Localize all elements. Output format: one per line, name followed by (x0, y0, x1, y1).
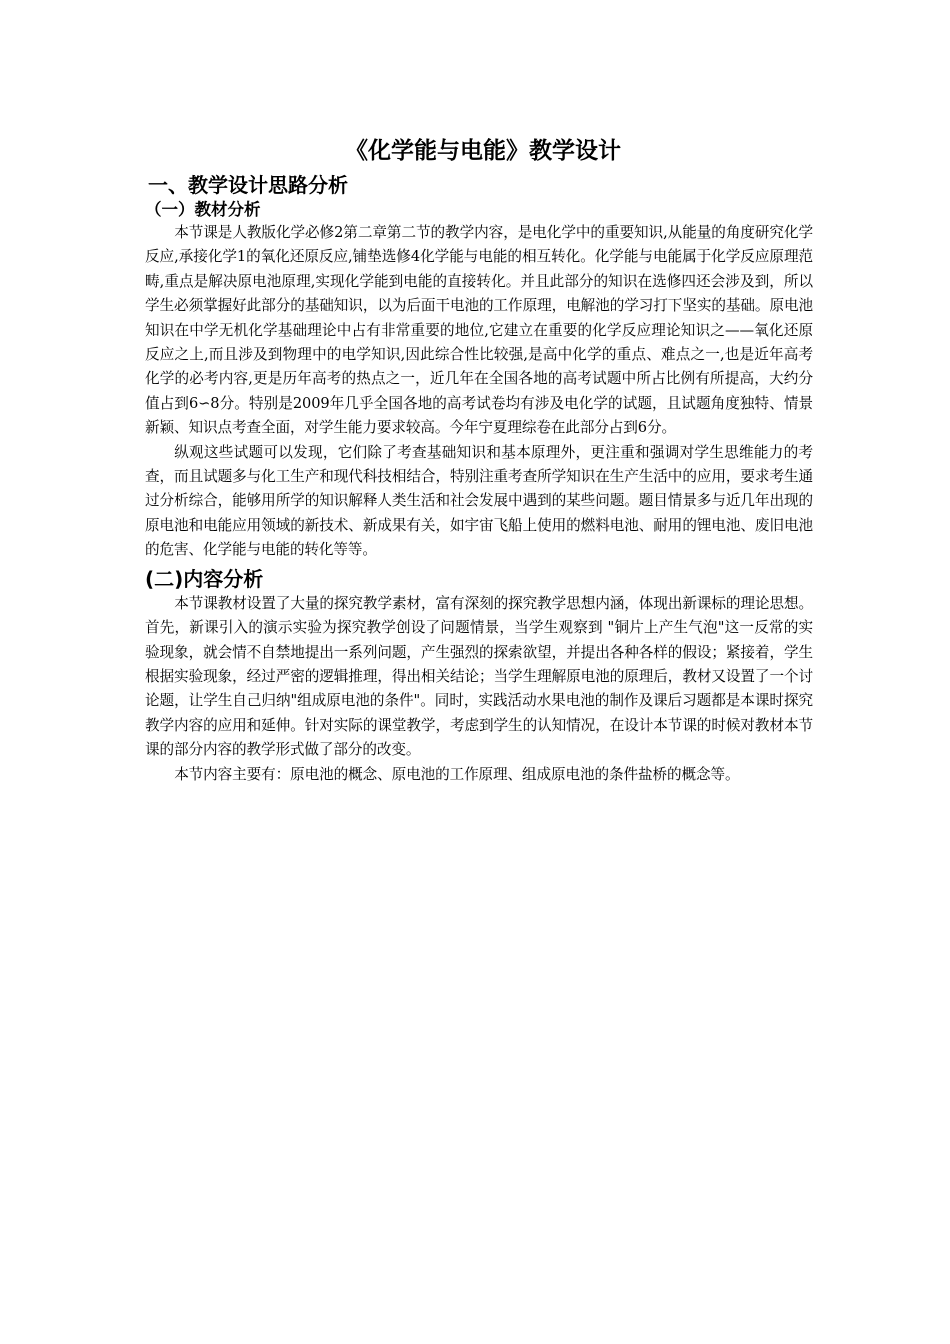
document-title: 《化学能与电能》教学设计 (345, 138, 621, 164)
paragraph-textbook-analysis-2: 纵观这些试题可以发现，它们除了考查基础知识和基本原理外，更注重和强调对学生思维能力的考查，而且试题多与化工生产和现代科技相结合，特别注重考查所学知识在生产生活中的应用，要求考生通过分析综合，能够用所学的知识解释人类生活和社会发展中遇到的某些问题。题目情景多与近几年出现的原电池和电能应用领域的新技术、新成果有关，如宇宙飞船上使用的燃料电池、耐用的锂电池、废旧电池的危害、化学能与电能的转化等等。 (145, 443, 813, 559)
paragraph-textbook-analysis-1: 本节课是人教版化学必修2第二章第二节的教学内容，是电化学中的重要知识,从能量的角度研究化学反应,承接化学1的氧化还原反应,铺垫选修4化学能与电能的相互转化。化学能与电能属于化学反应原理范畴,重点是解决原电池原理,实现化学能到电能的直接转化。并且此部分的知识在选修四还会涉及到，所以学生必须掌握好此部分的基础知识，以为后面干电池的工作原理，电解池的学习打下坚实的基础。原电池知识在中学无机化学基础理论中占有非常重要的地位,它建立在重要的化学反应理论知识之——氧化还原反应之上,而且涉及到物理中的电学知识,因此综合性比较强,是高中化学的重点、难点之一,也是近年高考化学的必考内容,更是历年高考的热点之一，近几年在全国各地的高考试题中所占比例有所提高，大约分值占到6∽8分。特别是2009年几乎全国各地的高考试卷均有涉及电化学的试题，且试题角度独特、情景新颖、知识点考查全面，对学生能力要求较高。今年宁夏理综卷在此部分占到6分。 (145, 224, 813, 437)
paragraph-content-analysis-1: 本节课教材设置了大量的探究教学素材，富有深刻的探究教学思想内涵，体现出新课标的理论思想。首先，新课引入的演示实验为探究教学创设了问题情景，当学生观察到 "铜片上产生气泡"这一反常的实验现象，就会情不自禁地提出一系列问题，产生强烈的探索欲望，并提出各种各样的假设；紧接着，学生根据实验现象，经过严密的逻辑推理，得出相关结论；当学生理解原电池的原理后，教材又设置了一个讨论题，让学生自己归纳"组成原电池的条件"。同时，实践活动水果电池的制作及课后习题都是本课时探究教学内容的应用和延伸。针对实际的课堂教学，考虑到学生的认知情况，在设计本节课的时候对教材本节课的部分内容的教学形式做了部分的改变。 (145, 594, 813, 759)
paragraph-content-analysis-2: 本节内容主要有：原电池的概念、原电池的工作原理、组成原电池的条件盐桥的概念等。 (174, 765, 740, 783)
subsection-heading-textbook-analysis: （一）教材分析 (145, 200, 261, 219)
document-page (145, 136, 813, 787)
section-heading-design-analysis: 一、教学设计思路分析 (148, 173, 348, 197)
subsection-heading-content-analysis: (二)内容分析 (145, 566, 264, 591)
